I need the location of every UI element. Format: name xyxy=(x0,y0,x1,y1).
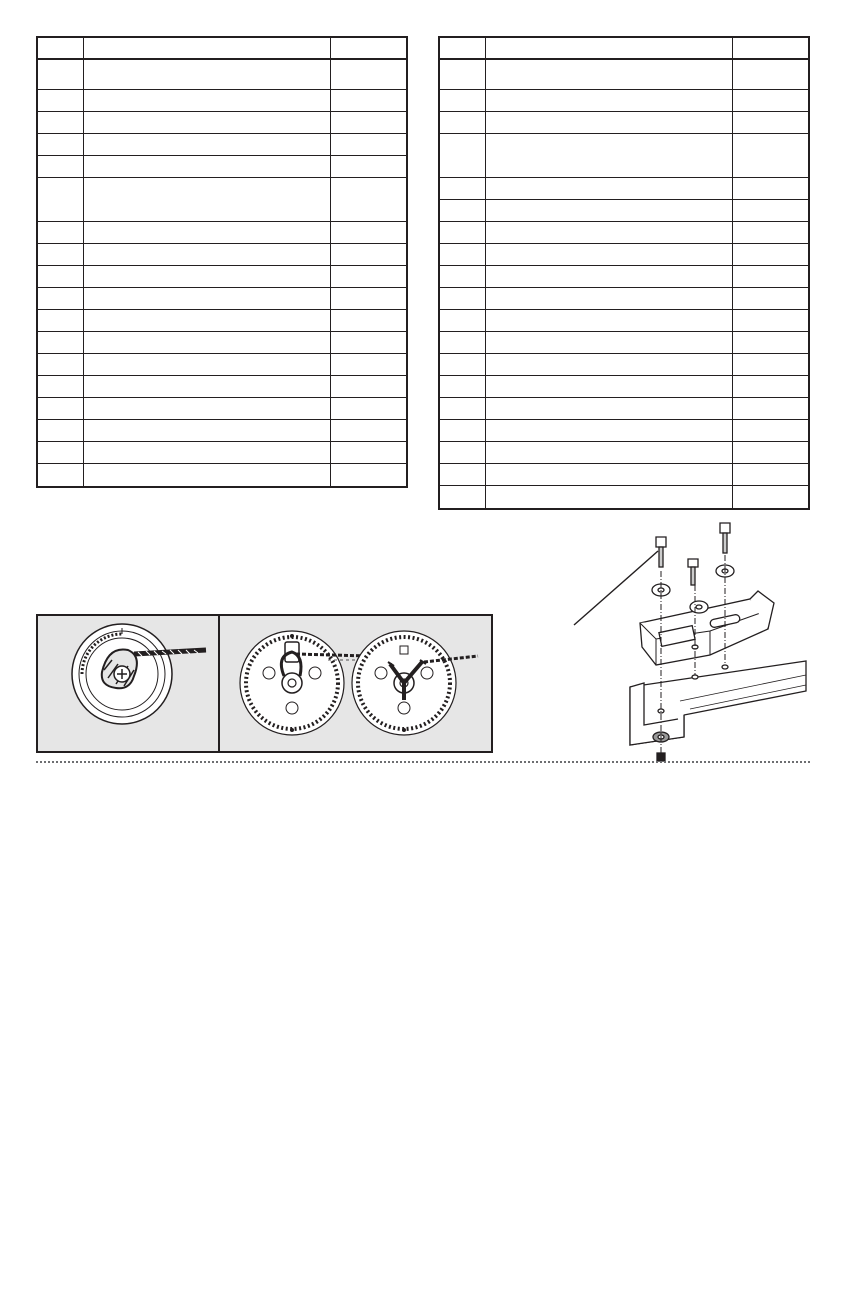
right-table-row xyxy=(439,177,809,199)
left-table-row xyxy=(37,463,407,487)
right-table-row xyxy=(439,331,809,353)
right-table-description-cell xyxy=(486,243,733,265)
left-table-quantity-cell xyxy=(330,155,407,177)
left-table-row xyxy=(37,397,407,419)
right-table-key-cell xyxy=(439,111,486,133)
left-table-description-cell xyxy=(84,221,331,243)
left-table-quantity-cell xyxy=(330,89,407,111)
right-table-description-cell xyxy=(486,221,733,243)
right-table-quantity-cell xyxy=(732,243,809,265)
left-table-row xyxy=(37,441,407,463)
right-table-quantity-cell xyxy=(732,353,809,375)
left-table-key-cell xyxy=(37,463,84,487)
left-table-description-cell xyxy=(84,463,331,487)
parts-table-right-body xyxy=(439,37,809,509)
left-table-quantity-cell xyxy=(330,375,407,397)
right-table-quantity-cell xyxy=(732,441,809,463)
right-table-row xyxy=(439,221,809,243)
left-table-row xyxy=(37,177,407,221)
right-table-key-cell xyxy=(439,419,486,441)
left-table-key-cell xyxy=(37,375,84,397)
right-table-description-cell xyxy=(486,441,733,463)
left-table-key-cell xyxy=(37,265,84,287)
right-table-row xyxy=(439,463,809,485)
right-table-key-cell xyxy=(439,199,486,221)
right-table-row xyxy=(439,375,809,397)
right-table-key-cell xyxy=(439,463,486,485)
parts-table-left xyxy=(36,36,408,488)
left-table-quantity-cell xyxy=(330,243,407,265)
left-table-quantity-cell xyxy=(330,419,407,441)
right-table-row xyxy=(439,485,809,509)
right-table-key-cell xyxy=(439,265,486,287)
left-table-quantity-cell xyxy=(330,133,407,155)
left-table-description-cell xyxy=(84,331,331,353)
left-table-description-cell xyxy=(84,419,331,441)
right-table-key-cell xyxy=(439,89,486,111)
right-table-quantity-cell xyxy=(732,133,809,177)
right-table-key-cell xyxy=(439,59,486,89)
left-table-description-cell xyxy=(84,243,331,265)
right-table-key-cell xyxy=(439,177,486,199)
left-table-description-cell xyxy=(84,59,331,89)
left-table-key-cell xyxy=(37,177,84,221)
cable-attachment-figure xyxy=(38,616,491,751)
left-table-description-cell xyxy=(84,89,331,111)
right-table-row xyxy=(439,111,809,133)
right-table-quantity-cell xyxy=(732,111,809,133)
parts-table-right xyxy=(438,36,810,510)
left-table-quantity-cell xyxy=(330,59,407,89)
right-table-description-cell xyxy=(486,111,733,133)
left-table-quantity-cell xyxy=(330,441,407,463)
right-table-row xyxy=(439,397,809,419)
left-table-key-cell xyxy=(37,243,84,265)
left-table-quantity-cell xyxy=(330,463,407,487)
right-table-quantity-cell xyxy=(732,265,809,287)
right-table-quantity-cell xyxy=(732,59,809,89)
left-table-quantity-cell xyxy=(330,353,407,375)
right-table-quantity-cell xyxy=(732,375,809,397)
left-table-description-cell xyxy=(84,309,331,331)
left-table-row xyxy=(37,111,407,133)
left-table-description-cell xyxy=(84,265,331,287)
right-table-row xyxy=(439,419,809,441)
left-table-key-cell xyxy=(37,111,84,133)
right-table-header-row xyxy=(439,37,809,59)
left-table-key-cell xyxy=(37,309,84,331)
left-table-quantity-cell xyxy=(330,309,407,331)
right-table-row xyxy=(439,243,809,265)
right-table-quantity-cell xyxy=(732,463,809,485)
dotted-separator xyxy=(36,761,810,763)
right-table-quantity-cell xyxy=(732,485,809,509)
left-table-key-cell xyxy=(37,441,84,463)
left-table-description-cell xyxy=(84,353,331,375)
left-table-key-cell xyxy=(37,397,84,419)
left-table-key-cell xyxy=(37,287,84,309)
right-table-description-cell xyxy=(486,199,733,221)
right-table-quantity-cell xyxy=(732,397,809,419)
left-table-quantity-cell xyxy=(330,265,407,287)
left-table-description-cell xyxy=(84,155,331,177)
right-table-row xyxy=(439,287,809,309)
right-table-quantity-cell xyxy=(732,221,809,243)
right-table-row xyxy=(439,309,809,331)
right-table-row xyxy=(439,133,809,177)
left-table-description-cell xyxy=(84,375,331,397)
right-table-description-cell xyxy=(486,419,733,441)
left-table-key-cell xyxy=(37,37,84,59)
right-table-description-cell xyxy=(486,89,733,111)
left-table-key-cell xyxy=(37,133,84,155)
left-table-row xyxy=(37,265,407,287)
right-table-description-cell xyxy=(486,37,733,59)
right-table-description-cell xyxy=(486,463,733,485)
left-table-quantity-cell xyxy=(330,177,407,221)
right-table-description-cell xyxy=(486,59,733,89)
left-table-description-cell xyxy=(84,133,331,155)
right-table-row xyxy=(439,353,809,375)
left-table-row xyxy=(37,59,407,89)
right-table-row xyxy=(439,59,809,89)
left-table-row xyxy=(37,133,407,155)
left-table-row xyxy=(37,419,407,441)
parts-table-left-body xyxy=(37,37,407,487)
right-table-key-cell xyxy=(439,441,486,463)
right-table-quantity-cell xyxy=(732,419,809,441)
left-table-quantity-cell xyxy=(330,221,407,243)
right-table-description-cell xyxy=(486,309,733,331)
right-table-row xyxy=(439,199,809,221)
right-table-description-cell xyxy=(486,353,733,375)
left-table-description-cell xyxy=(84,441,331,463)
right-table-key-cell xyxy=(439,133,486,177)
right-table-key-cell xyxy=(439,375,486,397)
right-table-key-cell xyxy=(439,287,486,309)
bracket-rail-assembly-icon xyxy=(560,515,810,775)
cable-attachment-figure-panel xyxy=(36,614,493,753)
right-table-description-cell xyxy=(486,133,733,177)
left-table-row xyxy=(37,331,407,353)
right-table-row xyxy=(439,89,809,111)
left-table-description-cell xyxy=(84,37,331,59)
left-table-row xyxy=(37,243,407,265)
cable-drum-icon xyxy=(72,624,206,724)
right-table-key-cell xyxy=(439,221,486,243)
left-table-quantity-cell xyxy=(330,397,407,419)
right-table-description-cell xyxy=(486,177,733,199)
left-table-row xyxy=(37,89,407,111)
left-table-description-cell xyxy=(84,287,331,309)
right-table-quantity-cell xyxy=(732,177,809,199)
right-table-key-cell xyxy=(439,485,486,509)
left-table-key-cell xyxy=(37,59,84,89)
right-table-row xyxy=(439,441,809,463)
right-table-quantity-cell xyxy=(732,37,809,59)
left-table-quantity-cell xyxy=(330,287,407,309)
left-table-row xyxy=(37,221,407,243)
right-table-quantity-cell xyxy=(732,287,809,309)
right-table-quantity-cell xyxy=(732,331,809,353)
left-table-row xyxy=(37,287,407,309)
left-table-quantity-cell xyxy=(330,37,407,59)
left-table-key-cell xyxy=(37,419,84,441)
sprocket-cable-attached-icon xyxy=(240,631,368,735)
right-table-quantity-cell xyxy=(732,199,809,221)
left-table-header-row xyxy=(37,37,407,59)
left-table-description-cell xyxy=(84,111,331,133)
sprocket-cable-spread-icon xyxy=(352,631,478,735)
right-table-key-cell xyxy=(439,353,486,375)
right-table-key-cell xyxy=(439,243,486,265)
left-table-row xyxy=(37,309,407,331)
right-table-quantity-cell xyxy=(732,89,809,111)
right-table-key-cell xyxy=(439,331,486,353)
left-table-key-cell xyxy=(37,155,84,177)
left-table-key-cell xyxy=(37,221,84,243)
left-table-key-cell xyxy=(37,353,84,375)
left-table-key-cell xyxy=(37,89,84,111)
right-table-key-cell xyxy=(439,397,486,419)
left-table-row xyxy=(37,353,407,375)
right-table-description-cell xyxy=(486,287,733,309)
left-table-quantity-cell xyxy=(330,111,407,133)
right-table-key-cell xyxy=(439,37,486,59)
right-table-quantity-cell xyxy=(732,309,809,331)
right-table-row xyxy=(439,265,809,287)
right-table-description-cell xyxy=(486,265,733,287)
right-table-description-cell xyxy=(486,331,733,353)
right-table-description-cell xyxy=(486,485,733,509)
right-table-description-cell xyxy=(486,397,733,419)
right-table-description-cell xyxy=(486,375,733,397)
left-table-description-cell xyxy=(84,177,331,221)
left-table-description-cell xyxy=(84,397,331,419)
left-table-row xyxy=(37,375,407,397)
right-table-key-cell xyxy=(439,309,486,331)
left-table-quantity-cell xyxy=(330,331,407,353)
left-table-key-cell xyxy=(37,331,84,353)
left-table-row xyxy=(37,155,407,177)
